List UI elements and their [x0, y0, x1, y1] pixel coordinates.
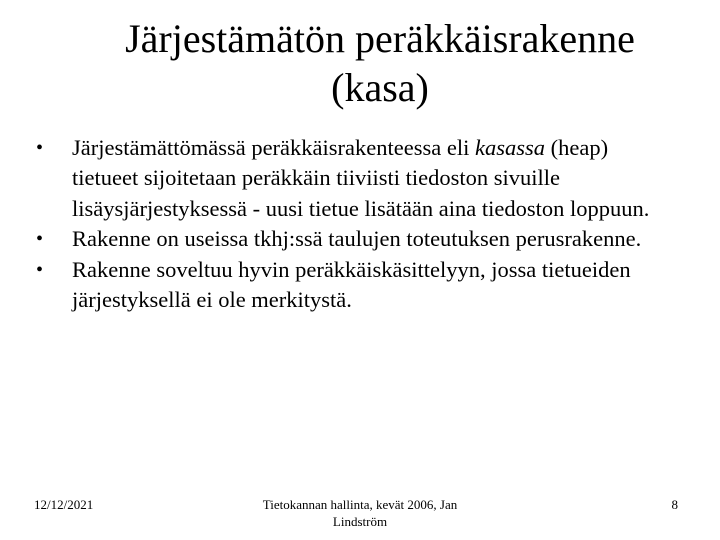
bullet-1-text-before: Järjestämättömässä peräkkäisrakenteessa eli	[72, 135, 475, 160]
bullet-icon: •	[36, 258, 44, 281]
footer-course-line-2: Lindström	[332, 514, 388, 529]
bullet-2-text: Rakenne on useissa tkhj:ssä taulujen toteutuksen perusrakenne.	[72, 226, 642, 252]
footer-course-line-1: Tietokannan hallinta, kevät 2006, Jan	[262, 497, 458, 512]
slide-title-line-2: (kasa)	[331, 65, 429, 110]
footer-course-info	[240, 496, 480, 530]
bullet-icon: •	[36, 228, 44, 251]
bullet-item-2	[36, 224, 676, 254]
bullet-icon: •	[36, 137, 44, 159]
bullet-list	[36, 133, 676, 315]
footer-date: 12/12/2021	[34, 497, 94, 512]
bullet-1-text-after: (heap) tietueet sijoitetaan peräkkäin tiiviisti tiedoston sivuille lisäysjärjestyksessä - uusi tietue lisätään aina tiedoston loppuun.	[72, 135, 650, 221]
bullet-3-text: Rakenne soveltuu hyvin peräkkäiskäsittelyyn, jossa tietueiden järjestyksellä ei ole merkitystä.	[72, 256, 631, 313]
slide-title	[40, 14, 720, 112]
bullet-item-3	[36, 255, 676, 316]
page-number: 8	[671, 497, 678, 512]
bullet-1-emphasis: kasassa	[474, 135, 545, 160]
bullet-item-1	[36, 133, 676, 224]
slide-title-line-1: Järjestämätön peräkkäisrakenne	[125, 16, 635, 61]
